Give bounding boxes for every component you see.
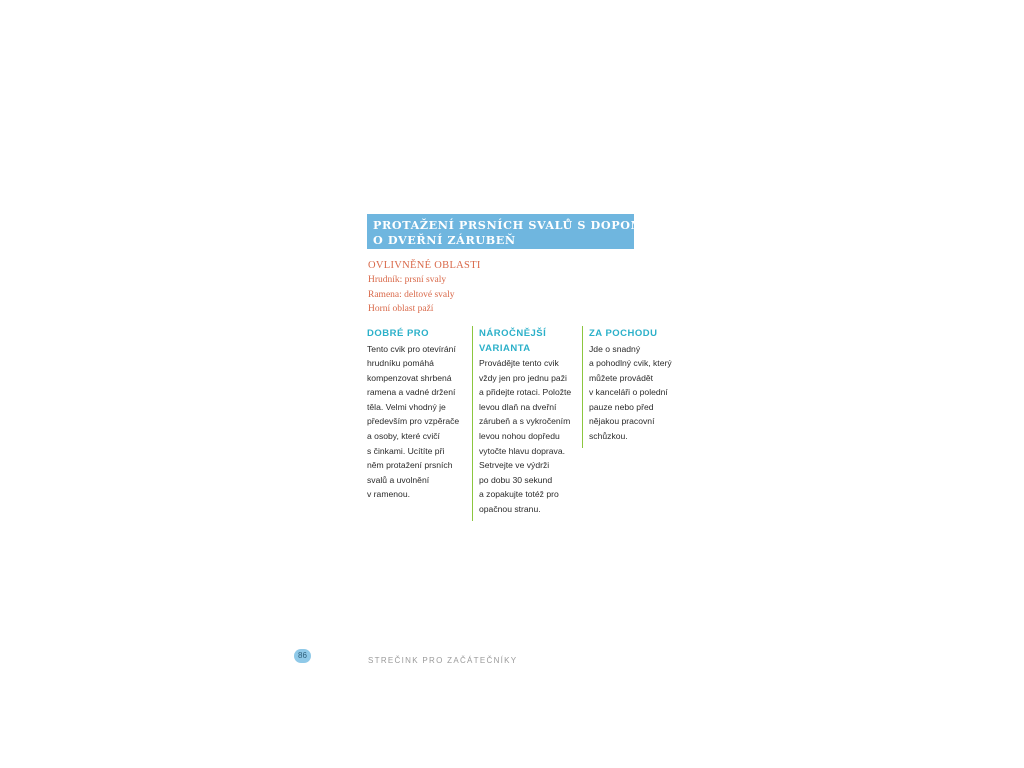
column-text-line: a pohodlný cvik, který [589, 358, 672, 369]
column-body [367, 342, 472, 503]
column-text-line: s činkami. Ucítíte při [367, 445, 445, 456]
column-body [589, 342, 682, 448]
column-text-line: vytočte hlavu doprava. [479, 445, 565, 456]
column-text-line: a zopakujte totéž pro [479, 489, 559, 500]
column-text-line: Jde o snadný [589, 343, 641, 354]
running-footer-title: STREČINK PRO ZAČÁTEČNÍKY [368, 656, 518, 665]
column-text-line: těla. Velmi vhodný je [367, 401, 446, 412]
column-text-line: kompenzovat shrbená [367, 372, 452, 383]
column-heading: NÁROČNĚJŠÍ [479, 328, 547, 339]
column-text-line: ramena a vadné držení [367, 387, 456, 398]
column-text-line: nějakou pracovní [589, 416, 655, 427]
exercise-title-line-1: PROTAŽENÍ PRSNÍCH SVALŮ S DOPOMOCÍ [373, 218, 670, 232]
column-text-line: Tento cvik pro otevírání [367, 343, 456, 354]
column-text-line: levou nohou dopředu [479, 430, 560, 441]
column-text-line: hrudníku pomáhá [367, 358, 434, 369]
column-on-the-go [582, 326, 682, 448]
column-advanced-variant [472, 326, 582, 521]
column-text-line: můžete provádět [589, 372, 654, 383]
affected-areas [368, 258, 481, 317]
column-text-line: a osoby, které cvičí [367, 431, 440, 442]
column-text-line: v ramenou. [367, 489, 410, 500]
column-text-line: levou dlaň na dveřní [479, 401, 557, 412]
affected-areas-heading: OVLIVNĚNÉ OBLASTI [368, 260, 481, 271]
column-text-line: a přidejte rotaci. Položte [479, 387, 572, 398]
column-text-line: v kanceláři o polední [589, 387, 668, 398]
column-text-line: především pro vzpěrače [367, 416, 460, 427]
column-text-line: Provádějte tento cvik [479, 358, 559, 368]
affected-area-item: Horní oblast paží [368, 304, 434, 314]
column-good-for [367, 326, 472, 502]
column-heading: ZA POCHODU [589, 328, 658, 339]
column-text-line: po dobu 30 sekund [479, 474, 553, 485]
column-text-line: Setrvejte ve výdrži [479, 460, 550, 471]
column-text-line: něm protažení prsních [367, 460, 453, 471]
column-text-line: zárubeň a s vykročením [479, 416, 571, 427]
affected-area-item: Ramena: deltové svaly [368, 289, 455, 300]
exercise-title-banner [367, 214, 670, 249]
affected-area-item: Hrudník: prsní svaly [368, 275, 447, 285]
page-number-badge: 86 [294, 649, 311, 663]
column-text-line: svalů a uvolnění [367, 474, 430, 485]
exercise-title-line-2: O DVEŘNÍ ZÁRUBEŇ [373, 232, 516, 247]
column-heading: VARIANTA [479, 342, 531, 354]
column-body [479, 356, 582, 521]
column-text-line: pauze nebo před [589, 401, 654, 412]
column-text-line: vždy jen pro jednu paži [479, 372, 567, 383]
column-text-line: opačnou stranu. [479, 503, 541, 514]
column-heading: DOBRÉ PRO [367, 328, 430, 339]
column-text-line: schůzkou. [589, 431, 628, 442]
